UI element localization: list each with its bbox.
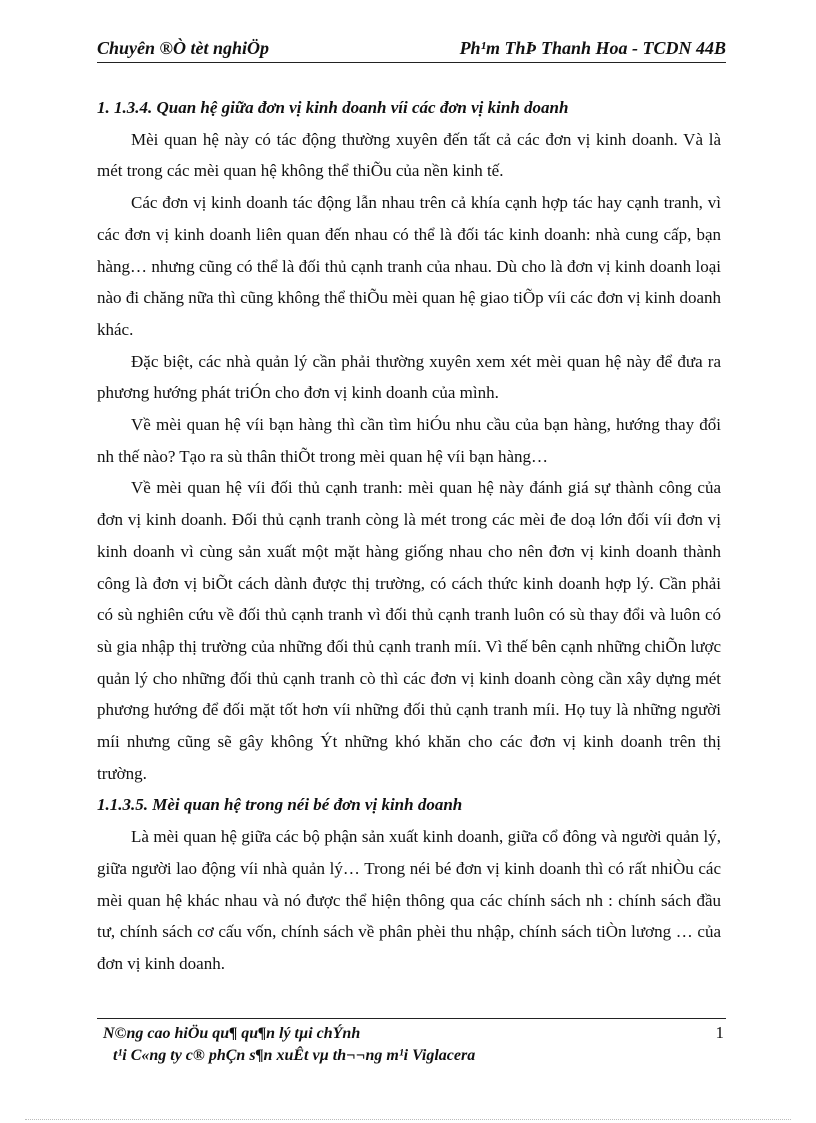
paragraph: Là mèi quan hệ giữa các bộ phận sản xuất kinh doanh, giữa cổ đông và người quản lý, giữa người lao động víi nhà quản lý… Trong néi bé đơn vị kinh doanh thì có rất nhiÒu các mèi quan hệ khác nhau và nó được thể hiện thông qua các chính sách nh : chính sách đầu tư, chính sách cơ cấu vốn, chính sách về phân phèi thu nhập, chính sách tiÒn lương … của đơn vị kinh doanh. — [97, 827, 721, 973]
paragraph: Đặc biệt, các nhà quản lý cần phải thường xuyên xem xét mèi quan hệ này để đưa ra phương hướng phát triÓn cho đơn vị kinh doanh của mình. — [97, 351, 721, 403]
page-edge-divider — [25, 1119, 791, 1120]
document-body — [97, 92, 721, 980]
page-header — [97, 38, 726, 63]
footer-title-line2: t¹i C«ng ty c® phÇn s¶n xuÊt vµ th¬¬ng m¹i Viglacera — [113, 1047, 476, 1064]
footer-title-line1: N©ng cao hiÖu qu¶ qu¶n lý tµi chÝnh — [103, 1025, 361, 1042]
page-number: 1 — [715, 1023, 724, 1042]
paragraph: Về mèi quan hệ víi đối thủ cạnh tranh: mèi quan hệ này đánh giá sự thành công của đơn vị kinh doanh. Đối thủ cạnh tranh còng là mét trong các mèi đe doạ lớn đối víi đơn vị kinh doanh vì cùng sản xuất một mặt hàng giống nhau cho nên đơn vị kinh doanh thành công là đơn vị biÕt cách dành được thị trường, có cách thức kinh doanh hợp lý. Cần phải có sù nghiên cứu về đối thủ cạnh tranh vì đối thủ cạnh tranh luôn có sù thay đổi và luôn có sù gia nhập thị trường của những đối thủ cạnh tranh míi. Vì thế bên cạnh những chiÕn lược quản lý cho những đối thủ cạnh tranh cò thì các đơn vị kinh doanh còng cần xây dựng mét phương hướng để đối mặt tốt hơn víi những đối thủ cạnh tranh míi. Họ tuy là những người míi nhưng cũng sẽ gây không Ýt những khó khăn cho các đơn vị kinh doanh trên thị trường. — [97, 478, 721, 783]
header-author: Ph¹m ThÞ Thanh Hoa - TCDN 44B — [459, 38, 726, 58]
paragraph: Về mèi quan hệ víi bạn hàng thì cần tìm hiÓu nhu cầu của bạn hàng, hướng thay đổi nh thế nào? Tạo ra sù thân thiÕt trong mèi quan hệ víi bạn hàng… — [97, 415, 721, 466]
section-heading: 1. 1.3.4. Quan hệ giữa đơn vị kinh doanh víi các đơn vị kinh doanh — [97, 98, 569, 117]
paragraph: Mèi quan hệ này có tác động thường xuyên đến tất cả các đơn vị kinh doanh. Và là mét trong các mèi quan hệ không thể thiÕu của nền kinh tế. — [97, 129, 721, 181]
paragraph: Các đơn vị kinh doanh tác động lẫn nhau trên cả khía cạnh hợp tác hay cạnh tranh, vì các đơn vị kinh doanh liên quan đến nhau có thể là đối tác kinh doanh: nhà cung cấp, bạn hàng… nhưng cũng có thể là đối thủ cạnh tranh của nhau. Dù cho là đơn vị kinh doanh loại nào đi chăng nữa thì cũng không thể thiÕu mèi quan hệ giao tiÕp víi các đơn vị kinh doanh khác. — [97, 193, 721, 339]
section-heading: 1.1.3.5. Mèi quan hệ trong néi bé đơn vị kinh doanh — [97, 795, 463, 815]
header-title: Chuyên ®Ò tèt nghiÖp — [97, 38, 269, 58]
page-footer — [97, 1018, 726, 1067]
